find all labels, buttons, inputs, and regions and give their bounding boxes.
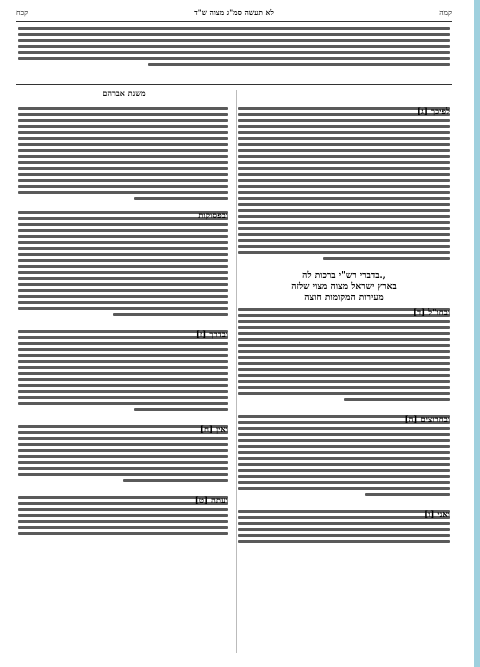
header-right-text: קמה (439, 8, 452, 17)
paragraph-block (18, 425, 228, 485)
heading-line-3: מעירות המקומות חוצה (304, 293, 384, 303)
header-left-text: קכח (16, 8, 29, 17)
paragraph-lead: [ט] ועתה (194, 496, 228, 506)
paragraph-lead: [ז] ובדרך (195, 330, 228, 340)
top-text-block (18, 24, 450, 82)
paragraph-lead: [ג] לפיכך (417, 107, 450, 117)
commentary-title: משנת אברהם (102, 88, 146, 98)
paragraph-lead: [ו] ואני (424, 510, 450, 520)
paragraph-lead: [ח] ואין (199, 425, 228, 435)
heading-line-2: בארץ ישראל מצוה מצוי שלזה (291, 282, 397, 292)
paragraph-lead: [ד] ובחו"ל (413, 308, 450, 318)
column-separator (236, 90, 237, 653)
running-header (16, 8, 452, 20)
header-center-text: לא תעשה סמ"ג מצוה ש"ד (194, 8, 274, 17)
section-heading (238, 271, 450, 304)
paragraph-block (238, 510, 450, 546)
section-rule (16, 84, 452, 85)
paragraph-block (238, 415, 450, 499)
paragraph-lead: [ה] ובחרוצים (404, 415, 450, 425)
paragraph-block (18, 211, 228, 319)
paragraph-block (238, 107, 450, 263)
header-rule (16, 21, 452, 22)
heading-line-1: בדברי רש"י ברכות לה., (302, 271, 386, 281)
right-column (238, 104, 450, 655)
paragraph-block (18, 496, 228, 538)
left-column (18, 104, 228, 655)
paragraph-block (18, 330, 228, 414)
paragraph-block (238, 308, 450, 404)
paragraph-lead: ובפסוקות (198, 211, 228, 221)
